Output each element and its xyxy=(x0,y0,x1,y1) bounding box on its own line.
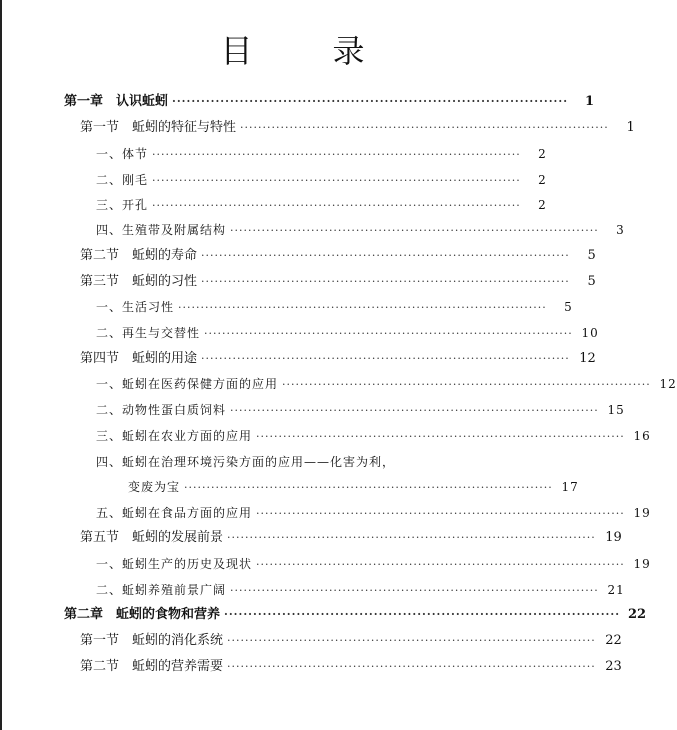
toc-page-number: 17 xyxy=(561,480,579,494)
toc-item-first-line[interactable]: 四、蚯蚓在治理环境污染方面的应用——化害为利， xyxy=(96,455,396,469)
toc-item[interactable] xyxy=(96,197,547,214)
toc-page-number: 1 xyxy=(585,94,595,109)
toc-page-number: 12 xyxy=(579,351,596,366)
leader-dots: ·················································································· xyxy=(227,660,596,673)
leader-dots: ·················································································· xyxy=(201,352,570,365)
leader-dots: ·················································································· xyxy=(256,430,625,443)
leader-dots: ·················································································· xyxy=(230,584,599,597)
leader-dots: ·················································································· xyxy=(240,121,609,134)
toc-page-number: 22 xyxy=(627,607,647,622)
toc-label: 一、蚯蚓在医药保健方面的应用 xyxy=(96,377,279,391)
toc-label: 二、动物性蛋白质饲料 xyxy=(96,403,227,417)
toc-item[interactable] xyxy=(96,402,625,419)
toc-label: 一、体节 xyxy=(96,147,149,161)
toc-page-number: 22 xyxy=(605,633,622,648)
leader-dots: ·················································································· xyxy=(282,378,651,391)
toc-item[interactable] xyxy=(96,172,547,189)
leader-dots: ·················································································· xyxy=(230,404,599,417)
leader-dots: ·················································································· xyxy=(256,507,625,520)
toc-label: 变废为宝 xyxy=(128,480,181,494)
leader-dots: ·················································································· xyxy=(152,174,521,187)
toc-section-1-2[interactable] xyxy=(80,248,596,264)
toc-label: 第一章 认识蚯蚓 xyxy=(64,94,169,109)
leader-dots: ·················································································· xyxy=(172,95,569,108)
toc-label: 第四节 蚯蚓的用途 xyxy=(80,351,198,366)
toc-label: 第二节 蚯蚓的营养需要 xyxy=(80,659,224,674)
toc-label: 二、刚毛 xyxy=(96,173,149,187)
toc-section-2-1[interactable] xyxy=(80,633,622,649)
leader-dots: ·················································································· xyxy=(224,608,621,621)
toc-label: 五、蚯蚓在食品方面的应用 xyxy=(96,506,253,520)
toc-label: 第二节 蚯蚓的寿命 xyxy=(80,248,198,263)
leader-dots: ·················································································· xyxy=(204,327,573,340)
toc-item[interactable] xyxy=(96,299,573,316)
toc-item-continuation[interactable] xyxy=(128,479,579,496)
toc-item[interactable] xyxy=(96,325,599,342)
leader-dots: ·················································································· xyxy=(152,148,521,161)
toc-chapter-2[interactable] xyxy=(64,607,647,623)
toc-page-number: 15 xyxy=(607,403,625,417)
toc-label: 第三节 蚯蚓的习性 xyxy=(80,274,198,289)
toc-section-1-3[interactable] xyxy=(80,274,596,290)
toc-item[interactable] xyxy=(96,505,651,522)
leader-dots: ·················································································· xyxy=(227,634,596,647)
toc-label: 一、生活习性 xyxy=(96,300,175,314)
title-char-left: 目 xyxy=(220,32,253,70)
toc-page-number: 5 xyxy=(564,300,573,314)
toc-label: 第五节 蚯蚓的发展前景 xyxy=(80,530,224,545)
toc-page-number: 10 xyxy=(581,326,599,340)
toc-label: 三、蚯蚓在农业方面的应用 xyxy=(96,429,253,443)
page-edge xyxy=(0,0,2,730)
toc-label: 二、再生与交替性 xyxy=(96,326,201,340)
page-title xyxy=(0,26,585,72)
toc-page-number: 5 xyxy=(587,248,596,263)
toc-label: 第一节 蚯蚓的特征与特性 xyxy=(80,120,237,135)
toc-item[interactable] xyxy=(96,222,625,239)
toc-page-number: 21 xyxy=(607,583,625,597)
toc-page-number: 23 xyxy=(605,659,622,674)
toc-item[interactable] xyxy=(96,582,625,599)
leader-dots: ·················································································· xyxy=(152,199,521,212)
toc-page-number: 12 xyxy=(659,377,677,391)
toc-item[interactable] xyxy=(96,146,547,163)
toc-page-number: 2 xyxy=(538,173,547,187)
toc-label: 第二章 蚯蚓的食物和营养 xyxy=(64,607,221,622)
toc-page-number: 2 xyxy=(538,198,547,212)
toc-item[interactable] xyxy=(96,376,677,393)
toc-page-number: 1 xyxy=(626,120,635,135)
toc-label: 第一节 蚯蚓的消化系统 xyxy=(80,633,224,648)
toc-section-1-4[interactable] xyxy=(80,351,596,367)
toc-page-number: 19 xyxy=(605,530,622,545)
toc-label: 二、蚯蚓养殖前景广阔 xyxy=(96,583,227,597)
toc-label: 一、蚯蚓生产的历史及现状 xyxy=(96,557,253,571)
toc-page-number: 19 xyxy=(633,506,651,520)
leader-dots: ·················································································· xyxy=(227,531,596,544)
leader-dots: ·················································································· xyxy=(178,301,547,314)
leader-dots: ·················································································· xyxy=(184,481,553,494)
toc-section-1-1[interactable] xyxy=(80,120,635,136)
toc-chapter-1[interactable] xyxy=(64,94,595,110)
toc-label: 三、开孔 xyxy=(96,198,149,212)
title-char-right: 录 xyxy=(332,32,365,70)
toc-page-number: 16 xyxy=(633,429,651,443)
toc-section-1-5[interactable] xyxy=(80,530,622,546)
toc-page-number: 19 xyxy=(633,557,651,571)
toc-label: 四、生殖带及附属结构 xyxy=(96,223,227,237)
toc-item[interactable] xyxy=(96,556,651,573)
leader-dots: ·················································································· xyxy=(230,224,599,237)
leader-dots: ·················································································· xyxy=(201,275,570,288)
toc-item[interactable] xyxy=(96,428,651,445)
leader-dots: ·················································································· xyxy=(256,558,625,571)
toc-page-number: 5 xyxy=(587,274,596,289)
toc-section-2-2[interactable] xyxy=(80,659,622,675)
toc-page-number: 2 xyxy=(538,147,547,161)
leader-dots: ·················································································· xyxy=(201,249,570,262)
toc-page-number: 3 xyxy=(616,223,625,237)
